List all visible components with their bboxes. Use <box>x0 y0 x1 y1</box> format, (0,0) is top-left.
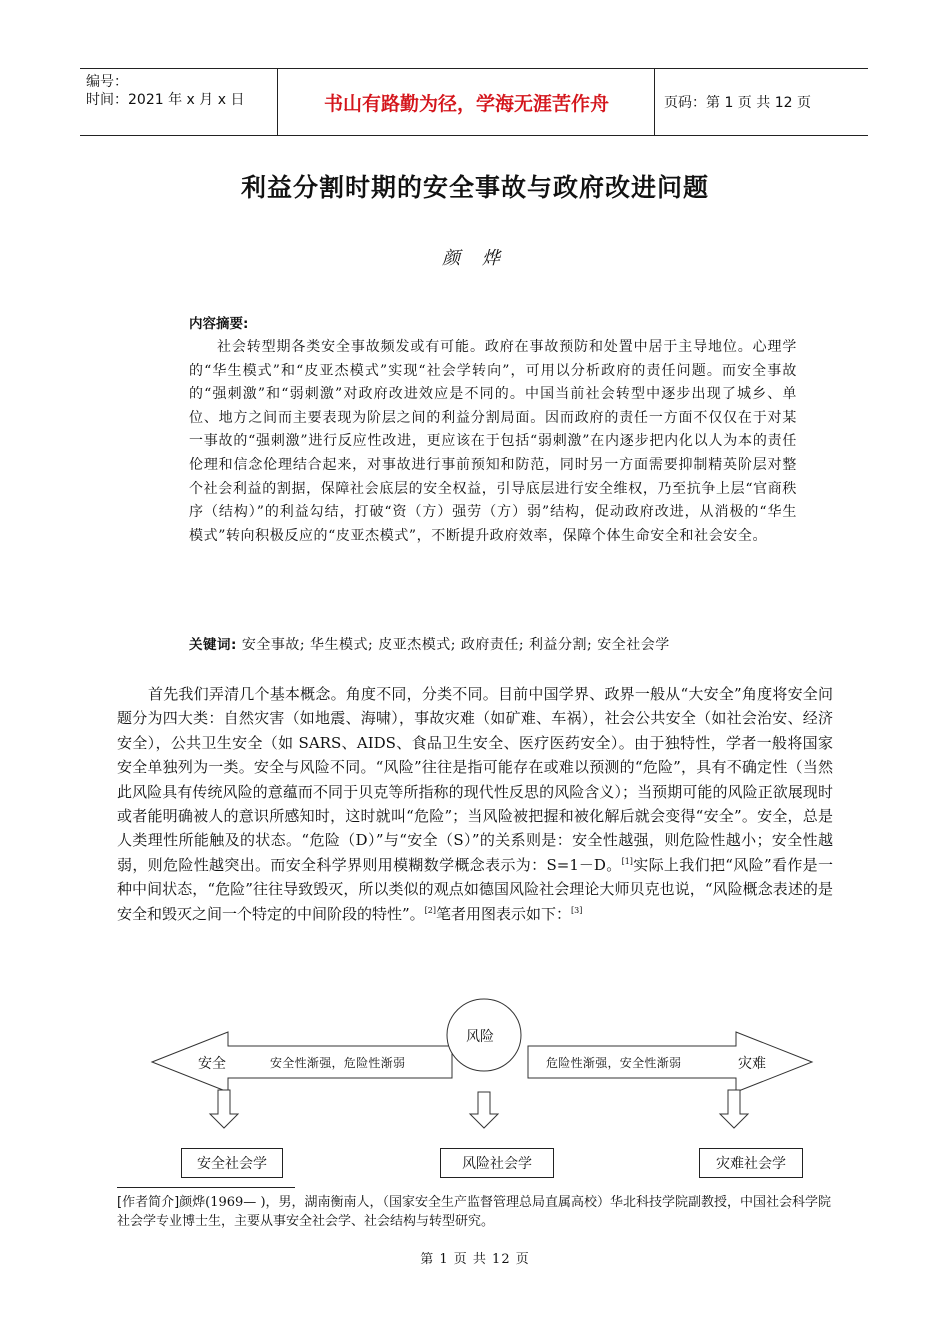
keywords-label: 关键词: <box>189 637 237 653</box>
abstract-heading: 内容摘要: <box>189 316 249 332</box>
keywords-text: 安全事故; 华生模式; 皮亚杰模式; 政府责任; 利益分割; 安全社会学 <box>236 637 670 653</box>
header-table <box>80 68 868 136</box>
header-meta <box>80 69 278 135</box>
footnote-label: [作者简介] <box>117 1195 180 1210</box>
keywords <box>189 633 809 654</box>
citation-1: [1] <box>621 856 633 866</box>
header-motto: 书山有路勤为径，学海无涯苦作舟 <box>279 69 655 135</box>
time-label: 时间：2021 年 x 月 x 日 <box>86 92 245 108</box>
down-arrow-right <box>720 1090 748 1128</box>
footnote-text: 颜烨(1969— )，男，湖南衡南人，（国家安全生产监督管理总局直属高校）华北科技学院副教授，中国社会科学院社会学专业博士生，主要从事安全社会学、社会结构与转型研究。 <box>117 1195 832 1229</box>
down-arrow-left <box>210 1090 238 1128</box>
left-label: 安全 <box>198 1056 226 1072</box>
footnote-rule <box>117 1187 295 1188</box>
document-title: 利益分割时期的安全事故与政府改进问题 <box>240 173 709 202</box>
citation-2: [2] <box>424 905 437 915</box>
page-footer: 第 1 页 共 12 页 <box>420 1252 530 1267</box>
body-text <box>117 682 833 926</box>
abstract-text: 社会转型期各类安全事故频发或有可能。政府在事故预防和处置中居于主导地位。心理学的“华生模式”和“皮亚杰模式”实现“社会学转向”，可用以分析政府的责任问题。而安全事故的“强刺激”和“弱刺激”对政府改进效应是不同的。中国当前社会转型中逐步出现了城乡、单位、地方之间而主要表现为阶层之间的利益分割局面。因而政府的责任一方面不仅仅在于对某一事故的“强刺激”进行反应性改进，更应该在于包括“弱刺激”在内逐步把内化以人为本的责任伦理和信念伦理结合起来，对事故进行事前预知和防范，同时另一方面需要抑制精英阶层对整个社会利益的割据，保障社会底层的安全权益，引导底层进行安全维权，乃至抗争上层“官商秩序（结构）”的利益勾结，打破“资（方）强劳（方）弱”结构，促动政府改进，从消极的“华生模式”转向积极反应的“皮亚杰模式”，不断提升政府效率，保障个体生命安全和社会安全。 <box>189 339 797 544</box>
down-arrow-middle <box>470 1092 498 1128</box>
box-disaster-sociology: 灾难社会学 <box>699 1148 803 1178</box>
author-name: 颜 烨 <box>442 248 508 269</box>
header-page-info: 页码：第 1 页 共 12 页 <box>664 95 811 111</box>
citation-3: [3] <box>571 905 583 915</box>
left-arrow-text: 安全性渐强，危险性渐弱 <box>270 1056 406 1070</box>
body-text-part: 首先我们弄清几个基本概念。角度不同，分类不同。目前中国学界、政界一般从“大安全”角度将安全问题分为四大类：自然灾害（如地震、海啸），事故灾难（如矿难、车祸），社会公共安全（如社会治安、经济安全），公共卫生安全（如 SARS、AIDS、食品卫生安全、医疗医药安全）。由于独特性，学者一般将国家安全单独列为一类。安全与风险不同。“风险”往往是指可能存在或难以预测的“危险”，具有不确定性（当然此风险具有传统风险的意蕴而不同于贝克等所指称的现代性反思的风险含义）；当预期可能的风险正欲展现时或者能明确被人的意识所感知时，这时就叫“危险”；当风险被把握和被化解后就会变得“安全”。安全，总是人类理性所能触及的状态。“危险（D）”与“安全（S）”的关系则是：安全性越强，则危险性越小；安全性越弱，则危险性越突出。而安全科学界则用模糊数学概念表示为：S=1－D。 <box>117 685 833 874</box>
body-text-part: 笔者用图表示如下： <box>436 904 572 923</box>
risk-diagram <box>0 990 950 1190</box>
right-arrow-text: 危险性渐强，安全性渐弱 <box>546 1056 682 1070</box>
body-paragraph <box>117 682 833 926</box>
box-risk-sociology: 风险社会学 <box>440 1148 554 1178</box>
body-text-part: 实际上我们把“风险”看作是一种中间状态，“危险”往往导致毁灭，所以类似的观点如德国风险社会理论大师贝克也说，“风险概念表述的是安全和毁灭之间一个特定的中间阶段的特性”。 <box>117 855 833 923</box>
center-label: 风险 <box>466 1029 494 1045</box>
number-label: 编号： <box>86 74 128 90</box>
footnote <box>117 1193 833 1231</box>
abstract-body <box>189 336 797 548</box>
right-label: 灾难 <box>738 1056 766 1072</box>
box-safety-sociology: 安全社会学 <box>181 1148 283 1178</box>
